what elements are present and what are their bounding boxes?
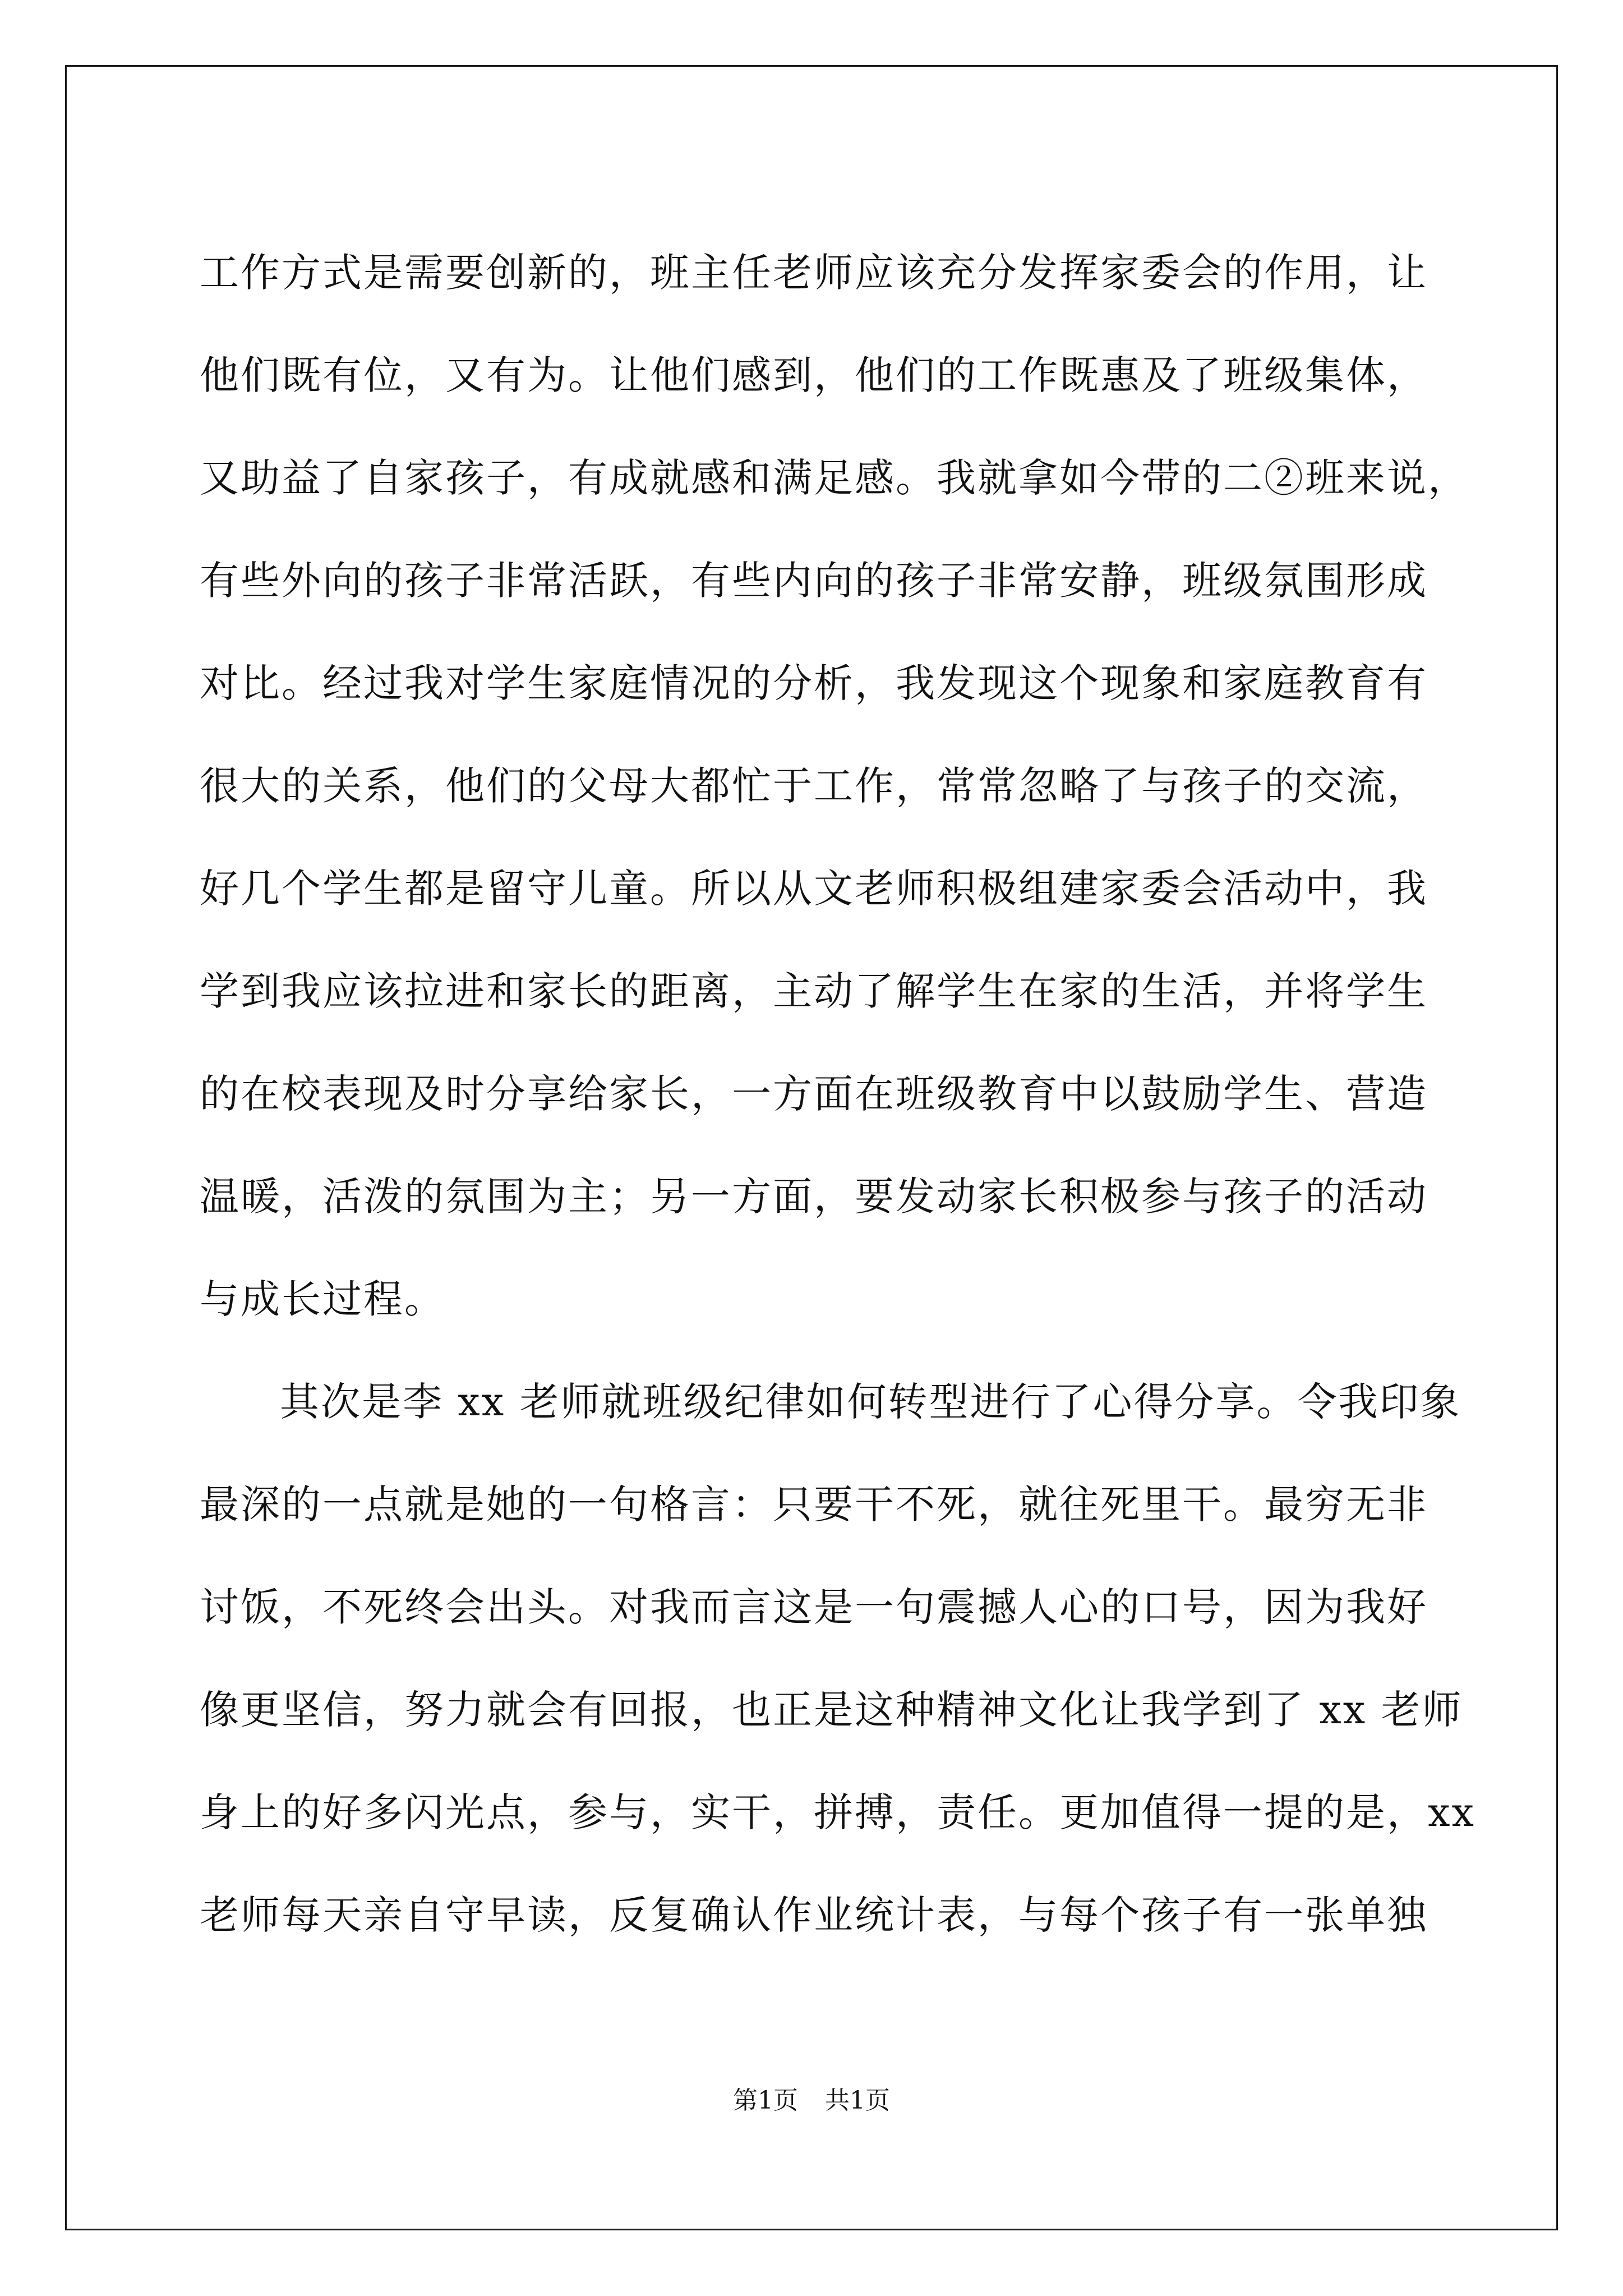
document-body <box>200 222 1476 1967</box>
text-line: 身上的好多闪光点，参与，实干，拼搏，责任。更加值得一提的是，xx <box>200 1789 1476 1835</box>
text-line: 很大的关系，他们的父母大都忙于工作，常常忽略了与孩子的交流， <box>200 763 1428 809</box>
text-line: 老师每天亲自守早读，反复确认作业统计表，与每个孩子有一张单独 <box>200 1892 1428 1938</box>
text-line: 与成长过程。 <box>200 1276 445 1322</box>
text-line: 最深的一点就是她的一句格言：只要干不死，就往死里干。最穷无非 <box>200 1481 1428 1527</box>
page-footer <box>0 2084 1623 2118</box>
text-line: 他们既有位，又有为。让他们感到，他们的工作既惠及了班级集体， <box>200 352 1428 398</box>
text-line: 工作方式是需要创新的，班主任老师应该充分发挥家委会的作用，让 <box>200 250 1428 296</box>
paragraph-start-line: 其次是李 xx 老师就班级纪律如何转型进行了心得分享。令我印象 <box>280 1379 1461 1425</box>
text-line: 有些外向的孩子非常活跃，有些内向的孩子非常安静，班级氛围形成 <box>200 558 1428 604</box>
text-line: 好几个学生都是留守儿童。所以从文老师积极组建家委会活动中，我 <box>200 866 1428 912</box>
text-line: 学到我应该拉进和家长的距离，主动了解学生在家的生活，并将学生 <box>200 968 1428 1014</box>
page-total: 共1页 <box>825 2086 890 2115</box>
text-line: 温暖，活泼的氛围为主；另一方面，要发动家长积极参与孩子的活动 <box>200 1174 1428 1220</box>
text-line: 又助益了自家孩子，有成就感和满足感。我就拿如今带的二②班来说， <box>200 455 1469 501</box>
text-line: 像更坚信，努力就会有回报，也正是这种精神文化让我学到了 xx 老师 <box>200 1687 1463 1733</box>
text-line: 讨饭，不死终会出头。对我而言这是一句震撼人心的口号，因为我好 <box>200 1584 1428 1630</box>
text-line: 对比。经过我对学生家庭情况的分析，我发现这个现象和家庭教育有 <box>200 660 1428 706</box>
text-line: 的在校表现及时分享给家长，一方面在班级教育中以鼓励学生、营造 <box>200 1071 1428 1117</box>
page-number: 第1页 <box>733 2086 798 2115</box>
